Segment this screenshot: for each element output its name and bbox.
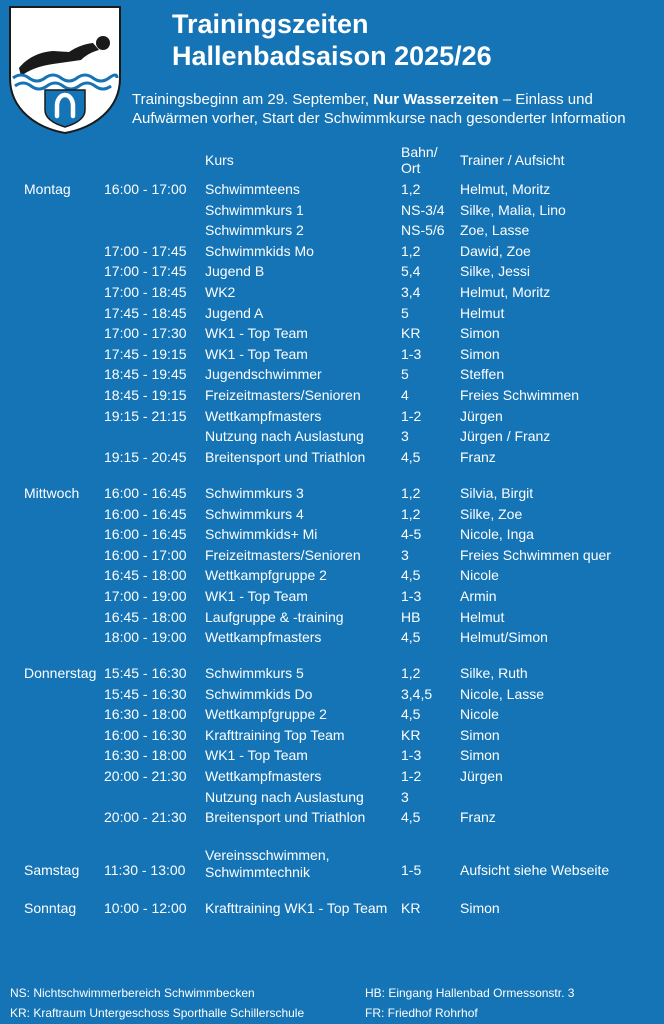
table-row bbox=[0, 346, 664, 366]
row-bahn: 1,2 bbox=[401, 505, 421, 522]
row-trainer: Simon bbox=[460, 900, 500, 916]
row-trainer: Silke, Jessi bbox=[460, 263, 531, 280]
row-trainer: Nicole, Lasse bbox=[460, 685, 545, 702]
row-bahn: 4-5 bbox=[401, 526, 422, 543]
row-bahn: 4,5 bbox=[401, 706, 421, 723]
row-kurs: Krafttraining WK1 - Top Team bbox=[205, 900, 388, 916]
row-trainer: Helmut, Moritz bbox=[460, 284, 551, 300]
row-bahn: 5 bbox=[401, 366, 409, 383]
row-bahn: 1-3 bbox=[401, 345, 422, 362]
row-time: 20:00 - 21:30 bbox=[104, 809, 187, 826]
table-row-samstag bbox=[0, 847, 664, 890]
row-time: 16:00 - 17:00 bbox=[104, 181, 187, 197]
row-time: 17:00 - 17:45 bbox=[104, 242, 187, 259]
legend-fr: FR: Friedhof Rohrhof bbox=[365, 1006, 478, 1020]
row-trainer: Simon bbox=[460, 345, 500, 362]
row-trainer: Armin bbox=[460, 588, 497, 604]
page-title bbox=[172, 8, 492, 72]
row-kurs: Breitensport und Triathlon bbox=[205, 809, 366, 826]
row-time: 17:45 - 19:15 bbox=[104, 345, 187, 362]
row-trainer: Silke, Ruth bbox=[460, 665, 528, 681]
row-trainer: Freies Schwimmen quer bbox=[460, 546, 611, 563]
club-name-line1: Schwimmverein bbox=[22, 10, 108, 24]
table-row bbox=[0, 284, 664, 304]
row-time: 16:45 - 18:00 bbox=[104, 567, 187, 584]
row-kurs: Schwimmteens bbox=[205, 181, 300, 197]
row-bahn: 1-5 bbox=[401, 862, 422, 878]
row-day: Sonntag bbox=[24, 900, 77, 916]
row-time: 17:00 - 18:45 bbox=[104, 284, 187, 300]
row-kurs-line2: Schwimmtechnik bbox=[205, 864, 311, 880]
table-row bbox=[0, 526, 664, 546]
row-time: 16:00 - 16:45 bbox=[104, 485, 187, 501]
row-time: 16:45 - 18:00 bbox=[104, 608, 187, 625]
row-trainer: Silke, Malia, Lino bbox=[460, 201, 566, 218]
header-trainer: Trainer / Aufsicht bbox=[460, 152, 565, 168]
table-row bbox=[0, 408, 664, 428]
row-bahn: 4,5 bbox=[401, 629, 421, 646]
row-trainer: Helmut bbox=[460, 608, 505, 625]
table-row bbox=[0, 202, 664, 222]
table-row bbox=[0, 706, 664, 726]
legend-ns: NS: Nichtschwimmerbereich Schwimmbecken bbox=[10, 986, 255, 1000]
row-trainer: Zoe, Lasse bbox=[460, 222, 530, 239]
row-time: 10:00 - 12:00 bbox=[104, 900, 187, 916]
row-kurs: Jugend B bbox=[205, 263, 265, 280]
row-day: Samstag bbox=[24, 862, 80, 878]
row-trainer: Franz bbox=[460, 809, 496, 826]
row-kurs: Freizeitmasters/Senioren bbox=[205, 546, 361, 563]
row-bahn: 5,4 bbox=[401, 263, 421, 280]
intro-before: Trainingsbeginn am 29. September, bbox=[132, 91, 374, 108]
row-time: 17:00 - 17:45 bbox=[104, 263, 187, 280]
row-time: 16:30 - 18:00 bbox=[104, 706, 187, 723]
row-bahn: HB bbox=[401, 608, 421, 625]
row-trainer: Aufsicht siehe Webseite bbox=[460, 862, 610, 878]
row-bahn: 1,2 bbox=[401, 665, 421, 681]
row-time: 18:00 - 19:00 bbox=[104, 629, 187, 646]
row-bahn: 4 bbox=[401, 387, 409, 403]
row-kurs: Schwimmkids Mo bbox=[205, 242, 314, 259]
row-kurs: Wettkampfmasters bbox=[205, 407, 322, 424]
row-kurs: Freizeitmasters/Senioren bbox=[205, 387, 361, 403]
row-kurs: Jugend A bbox=[205, 304, 264, 321]
table-row bbox=[0, 547, 664, 567]
table-row bbox=[0, 727, 664, 747]
row-kurs: Schwimmkurs 4 bbox=[205, 505, 304, 522]
row-trainer: Simon bbox=[460, 747, 500, 764]
row-kurs: Schwimmkids+ Mi bbox=[205, 526, 318, 543]
row-trainer: Helmut/Simon bbox=[460, 629, 548, 646]
row-kurs: Wettkampfgruppe 2 bbox=[205, 706, 327, 723]
club-name bbox=[9, 10, 121, 38]
row-trainer: Franz bbox=[460, 448, 496, 465]
row-kurs: Jugendschwimmer bbox=[205, 366, 322, 383]
table-row bbox=[0, 506, 664, 526]
row-bahn: 4,5 bbox=[401, 809, 421, 826]
row-trainer: Silke, Zoe bbox=[460, 505, 523, 522]
row-time: 17:00 - 17:30 bbox=[104, 325, 187, 342]
header-bahn bbox=[401, 144, 438, 176]
row-bahn: 4,5 bbox=[401, 567, 421, 584]
row-bahn: 3 bbox=[401, 788, 409, 805]
table-row bbox=[0, 629, 664, 649]
row-kurs: Wettkampfmasters bbox=[205, 629, 322, 646]
table-row bbox=[0, 567, 664, 587]
intro-after: – Einlass und Aufwärmen vorher, Start der Schwimmkurse nach gesonderter Information bbox=[132, 91, 626, 127]
table-row bbox=[0, 243, 664, 263]
row-kurs: Schwimmkids Do bbox=[205, 685, 313, 702]
row-trainer: Dawid, Zoe bbox=[460, 242, 531, 259]
row-bahn: 1-3 bbox=[401, 588, 422, 604]
table-row bbox=[0, 588, 664, 608]
row-time: 20:00 - 21:30 bbox=[104, 768, 187, 784]
row-trainer: Nicole bbox=[460, 706, 499, 723]
row-bahn: 1,2 bbox=[401, 181, 421, 197]
table-row bbox=[0, 428, 664, 448]
row-bahn: 1-3 bbox=[401, 747, 422, 764]
row-time: 11:30 - 13:00 bbox=[104, 862, 186, 878]
row-bahn: 1-2 bbox=[401, 407, 422, 424]
row-kurs-line1: Vereinsschwimmen, bbox=[205, 847, 330, 863]
row-time: 19:15 - 21:15 bbox=[104, 407, 187, 424]
row-bahn: KR bbox=[401, 726, 421, 743]
header-bahn-line1: Bahn/ bbox=[401, 144, 438, 160]
intro-text bbox=[132, 91, 660, 128]
legend-kr: KR: Kraftraum Untergeschoss Sporthalle Schillerschule bbox=[10, 1006, 305, 1020]
row-kurs: Laufgruppe & -training bbox=[205, 608, 344, 625]
row-day: Donnerstag bbox=[24, 665, 97, 681]
row-time: 16:00 - 17:00 bbox=[104, 546, 187, 563]
row-trainer: Simon bbox=[460, 325, 500, 342]
row-kurs: Nutzung nach Auslastung bbox=[205, 428, 364, 445]
row-kurs: Krafttraining Top Team bbox=[205, 726, 345, 743]
row-time: 16:00 - 16:45 bbox=[104, 526, 187, 543]
row-trainer: Jürgen bbox=[460, 768, 503, 784]
row-bahn: 1,2 bbox=[401, 485, 421, 501]
row-bahn: 3 bbox=[401, 546, 409, 563]
row-time: 17:00 - 19:00 bbox=[104, 588, 187, 604]
row-bahn: 3,4,5 bbox=[401, 685, 433, 702]
row-kurs: Schwimmkurs 2 bbox=[205, 222, 304, 239]
row-kurs: WK2 bbox=[205, 284, 236, 300]
table-row bbox=[0, 366, 664, 386]
row-time: 15:45 - 16:30 bbox=[104, 685, 187, 702]
row-time: 18:45 - 19:45 bbox=[104, 366, 187, 383]
row-bahn: 1,2 bbox=[401, 242, 421, 259]
row-kurs: Schwimmkurs 1 bbox=[205, 201, 304, 218]
table-row bbox=[0, 665, 664, 685]
table-row bbox=[0, 305, 664, 325]
row-day: Mittwoch bbox=[24, 485, 80, 501]
row-time: 18:45 - 19:15 bbox=[104, 387, 187, 403]
row-kurs: Nutzung nach Auslastung bbox=[205, 788, 364, 805]
row-kurs: WK1 - Top Team bbox=[205, 588, 308, 604]
club-logo bbox=[9, 6, 121, 134]
table-row bbox=[0, 325, 664, 345]
row-trainer: Silvia, Birgit bbox=[460, 485, 534, 501]
title-line2: Hallenbadsaison 2025/26 bbox=[172, 41, 492, 71]
row-trainer: Steffen bbox=[460, 366, 505, 383]
row-kurs: Wettkampfmasters bbox=[205, 768, 322, 784]
table-row-sonntag bbox=[0, 900, 664, 920]
row-time: 16:00 - 16:45 bbox=[104, 505, 187, 522]
table-row bbox=[0, 181, 664, 201]
table-row bbox=[0, 686, 664, 706]
row-bahn: 4,5 bbox=[401, 448, 421, 465]
row-time: 19:15 - 20:45 bbox=[104, 448, 187, 465]
row-kurs: WK1 - Top Team bbox=[205, 325, 308, 342]
row-bahn: 1-2 bbox=[401, 768, 422, 784]
row-trainer: Simon bbox=[460, 726, 500, 743]
row-trainer: Jürgen bbox=[460, 407, 503, 424]
title-line1: Trainingszeiten bbox=[172, 9, 369, 39]
row-trainer: Helmut bbox=[460, 304, 505, 321]
row-trainer: Freies Schwimmen bbox=[460, 387, 580, 403]
table-row bbox=[0, 485, 664, 505]
table-row bbox=[0, 387, 664, 407]
club-name-line2: Hellas Brühl e.V. bbox=[20, 24, 110, 38]
row-time: 16:30 - 18:00 bbox=[104, 747, 187, 764]
table-row bbox=[0, 809, 664, 829]
row-kurs: WK1 - Top Team bbox=[205, 747, 308, 764]
row-bahn: NS-5/6 bbox=[401, 222, 445, 239]
row-time: 17:45 - 18:45 bbox=[104, 304, 187, 321]
row-time: 16:00 - 16:30 bbox=[104, 726, 187, 743]
row-kurs: WK1 - Top Team bbox=[205, 345, 308, 362]
row-kurs: Schwimmkurs 5 bbox=[205, 665, 304, 681]
row-kurs: Schwimmkurs 3 bbox=[205, 485, 304, 501]
row-trainer: Jürgen / Franz bbox=[460, 428, 551, 445]
table-row bbox=[0, 449, 664, 469]
table-row bbox=[0, 263, 664, 283]
row-bahn: 3,4 bbox=[401, 284, 421, 300]
row-bahn: KR bbox=[401, 325, 421, 342]
table-row bbox=[0, 747, 664, 767]
header-kurs: Kurs bbox=[205, 152, 234, 168]
row-trainer: Nicole bbox=[460, 567, 499, 584]
row-bahn: KR bbox=[401, 900, 421, 916]
row-bahn: 5 bbox=[401, 304, 409, 321]
table-row bbox=[0, 789, 664, 809]
row-bahn: 3 bbox=[401, 428, 409, 445]
table-row bbox=[0, 768, 664, 788]
row-day: Montag bbox=[24, 181, 71, 197]
intro-bold: Nur Wasserzeiten bbox=[373, 91, 499, 108]
header-bahn-line2: Ort bbox=[401, 160, 421, 176]
row-bahn: NS-3/4 bbox=[401, 201, 445, 218]
row-time: 15:45 - 16:30 bbox=[104, 665, 187, 681]
table-row bbox=[0, 222, 664, 242]
row-trainer: Nicole, Inga bbox=[460, 526, 534, 543]
row-kurs: Breitensport und Triathlon bbox=[205, 448, 366, 465]
row-trainer: Helmut, Moritz bbox=[460, 181, 551, 197]
legend-hb: HB: Eingang Hallenbad Ormessonstr. 3 bbox=[365, 986, 575, 1000]
row-kurs: Wettkampfgruppe 2 bbox=[205, 567, 327, 584]
table-row bbox=[0, 609, 664, 629]
